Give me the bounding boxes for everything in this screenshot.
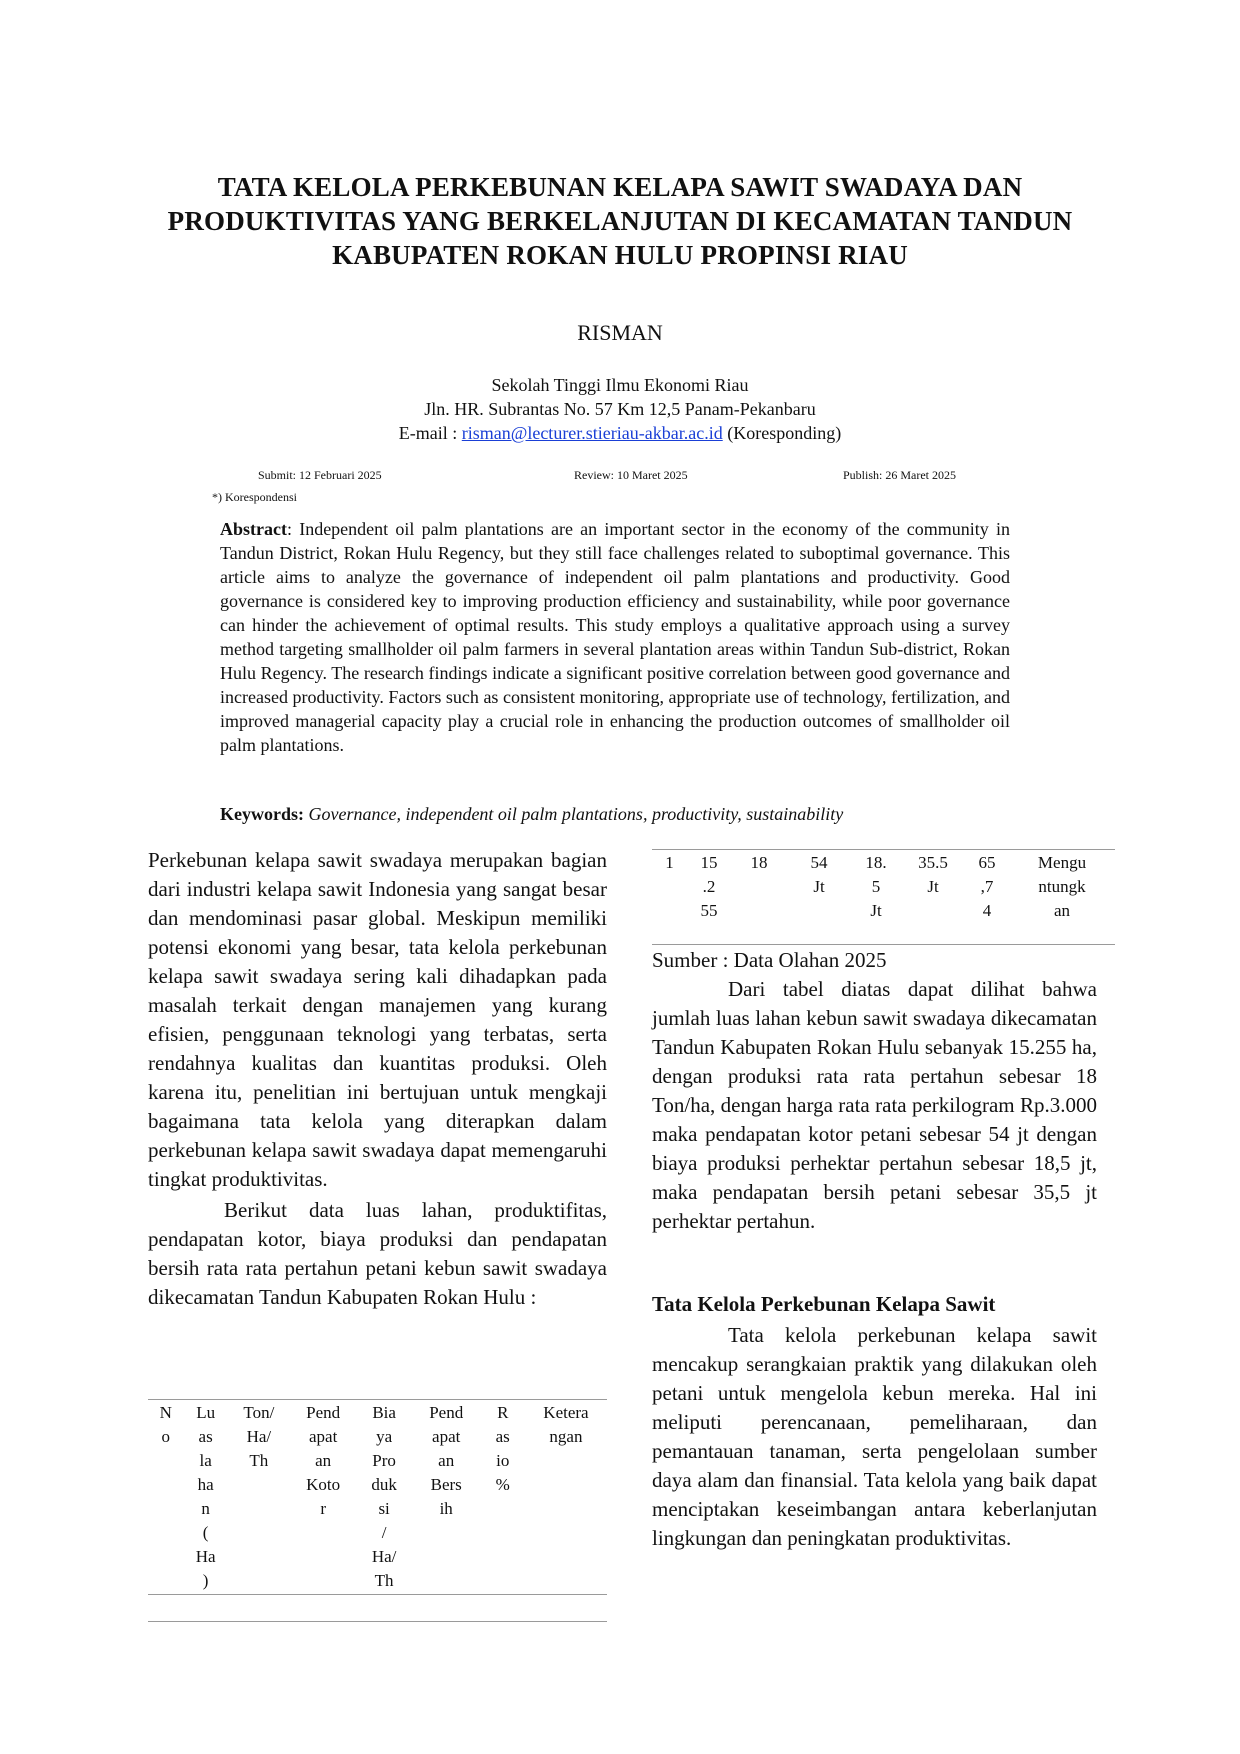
email-line: [0, 421, 1240, 445]
cell-rasio: 65 ,7 4: [978, 853, 996, 920]
table-header-rule: [148, 1594, 607, 1595]
header-pendapatan-kotor: Pend apat an Koto r: [306, 1403, 341, 1518]
cell-pendapatan-bersih: 35.5 Jt: [918, 853, 948, 896]
address: Jln. HR. Subrantas No. 57 Km 12,5 Panam-Pekanbaru: [424, 399, 816, 419]
abstract-text: : Independent oil palm plantations are an important sector in the economy of the community in Tandun District, Rokan Hulu Regency, but they still face challenges related to suboptimal governance. This article aims to analyze the governance of independent oil palm plantations and productivity. Good governance is considered key to improving production efficiency and sustainability, while poor governance can hinder the achievement of optimal results. This study employs a qualitative approach using a survey method targeting smallholder oil palm farmers in several plantation areas within Tandun Sub-district, Rokan Hulu Regency. The research findings indicate a significant positive correlation between good governance and increased productivity. Factors such as consistent monitoring, appropriate use of technology, fertilization, and improved managerial capacity play a crucial role in enhancing the production outcomes of smallholder oil palm plantations.: [220, 519, 1010, 755]
email-label: E-mail :: [398, 423, 458, 443]
cell-keterangan: Mengu ntungk an: [1037, 853, 1087, 920]
cell-luas-lahan: 15 .2 55: [700, 853, 718, 920]
header-luas-lahan: Lu as la ha n ( Ha ): [195, 1403, 216, 1590]
abstract-label: Abstract: [220, 519, 287, 539]
header-rasio: R as io %: [495, 1403, 510, 1494]
author-name: RISMAN: [577, 320, 663, 345]
cell-ton-ha-th: 18: [750, 853, 768, 872]
header-no: N o: [159, 1403, 172, 1446]
table-row-top-rule: [652, 849, 1115, 850]
keywords: [220, 804, 1020, 825]
table-source: Sumber : Data Olahan 2025: [652, 948, 887, 972]
header-keterangan: Ketera ngan: [543, 1403, 589, 1446]
cell-biaya-produksi: 18. 5 Jt: [865, 853, 887, 920]
table-discussion-paragraph: Dari tabel diatas dapat dilihat bahwa jumlah luas lahan kebun sawit swadaya dikecamatan Tandun Kabupaten Rokan Hulu sebanyak 15.255 ha, dengan produksi rata rata pertahun sebesar 18 Ton/ha, dengan harga rata rata perkilogram Rp.3.000 maka pendapatan kotor petani sebesar 54 jt dengan biaya produksi perhektar pertahun sebesar 18,5 jt, maka pendapatan bersih petani sebesar 35,5 jt perhektar pertahun.: [652, 977, 1097, 1233]
keywords-text: Governance, independent oil palm plantations, productivity, sustainability: [308, 804, 844, 824]
keywords-label: Keywords:: [220, 804, 304, 824]
governance-paragraph: Tata kelola perkebunan kelapa sawit mencakup serangkaian praktik yang dilakukan oleh petani untuk mengelola kebun mereka. Hal ini meliputi perencanaan, pemeliharaan, dan pemantauan tanaman, serta pengelolaan sumber daya alam dan finansial. Tata kelola yang baik dapat menciptakan keseimbangan antara keberlanjutan lingkungan dan peningkatan produktivitas.: [652, 1323, 1097, 1550]
section-heading: Tata Kelola Perkebunan Kelapa Sawit: [652, 1292, 996, 1316]
table-intro-paragraph: Berikut data luas lahan, produktifitas, pendapatan kotor, biaya produksi dan pendapatan bersih rata rata pertahun petani kebun sawit swadaya dikecamatan Tandun Kabupaten Rokan Hulu :: [148, 1198, 607, 1309]
table-header-row: [148, 1401, 607, 1593]
data-table-row: [652, 851, 1115, 923]
header-ton-ha-th: Ton/ Ha/ Th: [243, 1403, 275, 1470]
publish-date: Publish: 26 Maret 2025: [843, 468, 956, 482]
cell-no: 1: [665, 853, 674, 872]
table-bottom-rule-left: [148, 1621, 607, 1622]
submit-date: Submit: 12 Februari 2025: [258, 468, 382, 482]
header-pendapatan-bersih: Pend apat an Bers ih: [429, 1403, 464, 1518]
cell-pendapatan-kotor: 54 Jt: [810, 853, 828, 896]
abstract: [220, 517, 1010, 757]
data-table-header: [148, 1401, 607, 1593]
table-top-rule: [148, 1399, 607, 1400]
affiliation-block: [0, 373, 1240, 445]
table-row-bottom-rule: [652, 944, 1115, 945]
email-link[interactable]: risman@lecturer.stieriau-akbar.ac.id: [461, 423, 723, 443]
table-row: [652, 851, 1115, 923]
intro-paragraph: Perkebunan kelapa sawit swadaya merupakan bagian dari industri kelapa sawit Indonesia yang sangat besar dan mendominasi pasar global. Meskipun memiliki potensi ekonomi yang besar, tata kelola perkebunan kelapa sawit swadaya sering kali dihadapkan pada masalah terkait dengan manajemen yang kurang efisien, penggunaan teknologi yang terbatas, serta rendahnya kualitas dan kuantitas produksi. Oleh karena itu, penelitian ini bertujuan untuk mengkaji bagaimana tata kelola yang diterapkan dalam perkebunan kelapa sawit swadaya dapat memengaruhi tingkat produktivitas.: [148, 848, 607, 1191]
paper-title: TATA KELOLA PERKEBUNAN KELAPA SAWIT SWADAYA DAN PRODUKTIVITAS YANG BERKELANJUTAN DI KECAMATAN TANDUN KABUPATEN ROKAN HULU PROPINSI RIAU: [167, 172, 1073, 270]
institution: Sekolah Tinggi Ilmu Ekonomi Riau: [491, 375, 749, 395]
header-biaya-produksi: Bia ya Pro duk si / Ha/ Th: [371, 1403, 397, 1590]
left-column: [148, 846, 607, 1312]
email-suffix: (Koresponding): [727, 423, 842, 443]
review-date: Review: 10 Maret 2025: [574, 468, 688, 482]
correspondence-note: *) Korespondensi: [212, 490, 297, 504]
